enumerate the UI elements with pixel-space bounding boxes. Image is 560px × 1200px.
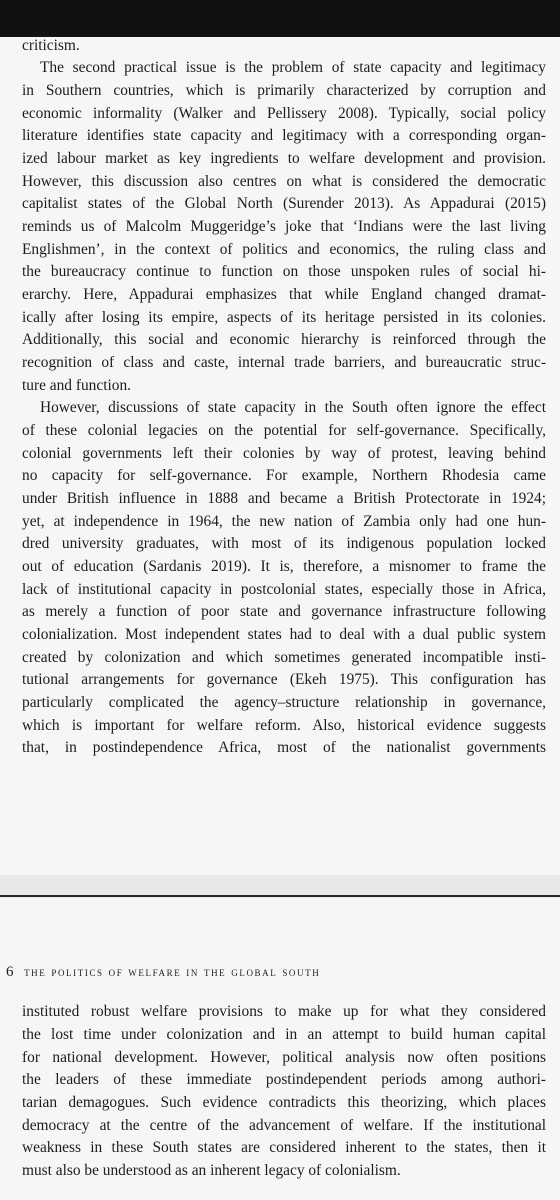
text-line: particularly complicated the agency–structure relationship in governance, [22,694,546,711]
text-line: dred university graduates, with most of its indigenous population locked [22,535,546,552]
text-line: created by colonization and which sometimes generated incompatible insti- [22,649,546,666]
text-line: ized labour market as key ingredients to welfare development and provision. [22,150,546,167]
text-line: ture and function. [22,377,131,394]
text-line: economic informality (Walker and Pellissery 2008). Typically, social policy [22,105,546,122]
text-line: which is important for welfare reform. Also, historical evidence suggests [22,717,546,734]
text-line: the bureaucracy continue to function on those unspoken rules of social hi- [22,263,546,280]
running-head-title: the politics of welfare in the global south [24,964,321,979]
top-bar [0,0,560,37]
text-line: ically after losing its empire, aspects of its heritage persisted in its colonies. [22,309,546,326]
text-line: Englishmen’, in the context of politics and economics, the ruling class and [22,241,546,258]
text-line: yet, at independence in 1964, the new nation of Zambia only had one hun- [22,513,546,530]
text-line: must also be understood as an inherent legacy of colonialism. [22,1162,401,1179]
text-line: erarchy. Here, Appadurai emphasizes that while England changed dramat- [22,286,546,303]
page-number: 6 [6,964,14,980]
text-line: of these colonial legacies on the potential for self-governance. Specifically, [22,422,546,439]
text-line: tarian demagogues. Such evidence contradicts this theorizing, which places [22,1094,546,1111]
text-line: no capacity for self-governance. For example, Northern Rhodesia came [22,467,546,484]
text-line: The second practical issue is the problem of state capacity and legitimacy [40,59,546,76]
text-line: colonialization. Most independent states had to deal with a dual public system [22,626,546,643]
text-line: Additionally, this social and economic hierarchy is reinforced through the [22,331,546,348]
text-line: for national development. However, political analysis now often positions [22,1049,546,1066]
text-line: weakness in these South states are considered inherent to the states, then it [22,1139,546,1156]
text-line: democracy at the centre of the advancement of welfare. If the institutional [22,1117,546,1134]
text-line: as merely a function of poor state and governance infrastructure following [22,603,546,620]
text-line: tutional arrangements for governance (Ekeh 1975). This configuration has [22,671,546,688]
running-head [6,964,320,981]
text-line: reminds us of Malcolm Muggeridge’s joke that ‘Indians were the last living [22,218,546,235]
page-divider [0,895,560,897]
text-line: that, in postindependence Africa, most of the nationalist governments [22,739,546,756]
text-line: the leaders of these immediate postindependent periods among authori- [22,1071,546,1088]
text-line: criticism. [22,37,80,54]
text-line: literature identifies state capacity and legitimacy with a corresponding organ- [22,127,546,144]
text-line: recognition of class and caste, internal trade barriers, and bureaucratic struc- [22,354,546,371]
text-line: the lost time under colonization and in an attempt to build human capital [22,1026,546,1043]
text-line: colonial governments left their colonies by way of protest, leaving behind [22,445,546,462]
text-line: out of education (Sardanis 2019). It is, therefore, a misnomer to frame the [22,558,546,575]
text-line: lack of institutional capacity in postcolonial states, especially those in Africa, [22,581,546,598]
text-line: instituted robust welfare provisions to make up for what they considered [22,1003,546,1020]
text-line: However, this discussion also centres on what is considered the democratic [22,173,546,190]
text-line: in Southern countries, which is primarily characterized by corruption and [22,82,546,99]
text-line: under British influence in 1888 and became a British Protectorate in 1924; [22,490,546,507]
text-line: However, discussions of state capacity in the South often ignore the effect [40,399,546,416]
text-line: capitalist states of the Global North (Surender 2013). As Appadurai (2015) [22,195,546,212]
